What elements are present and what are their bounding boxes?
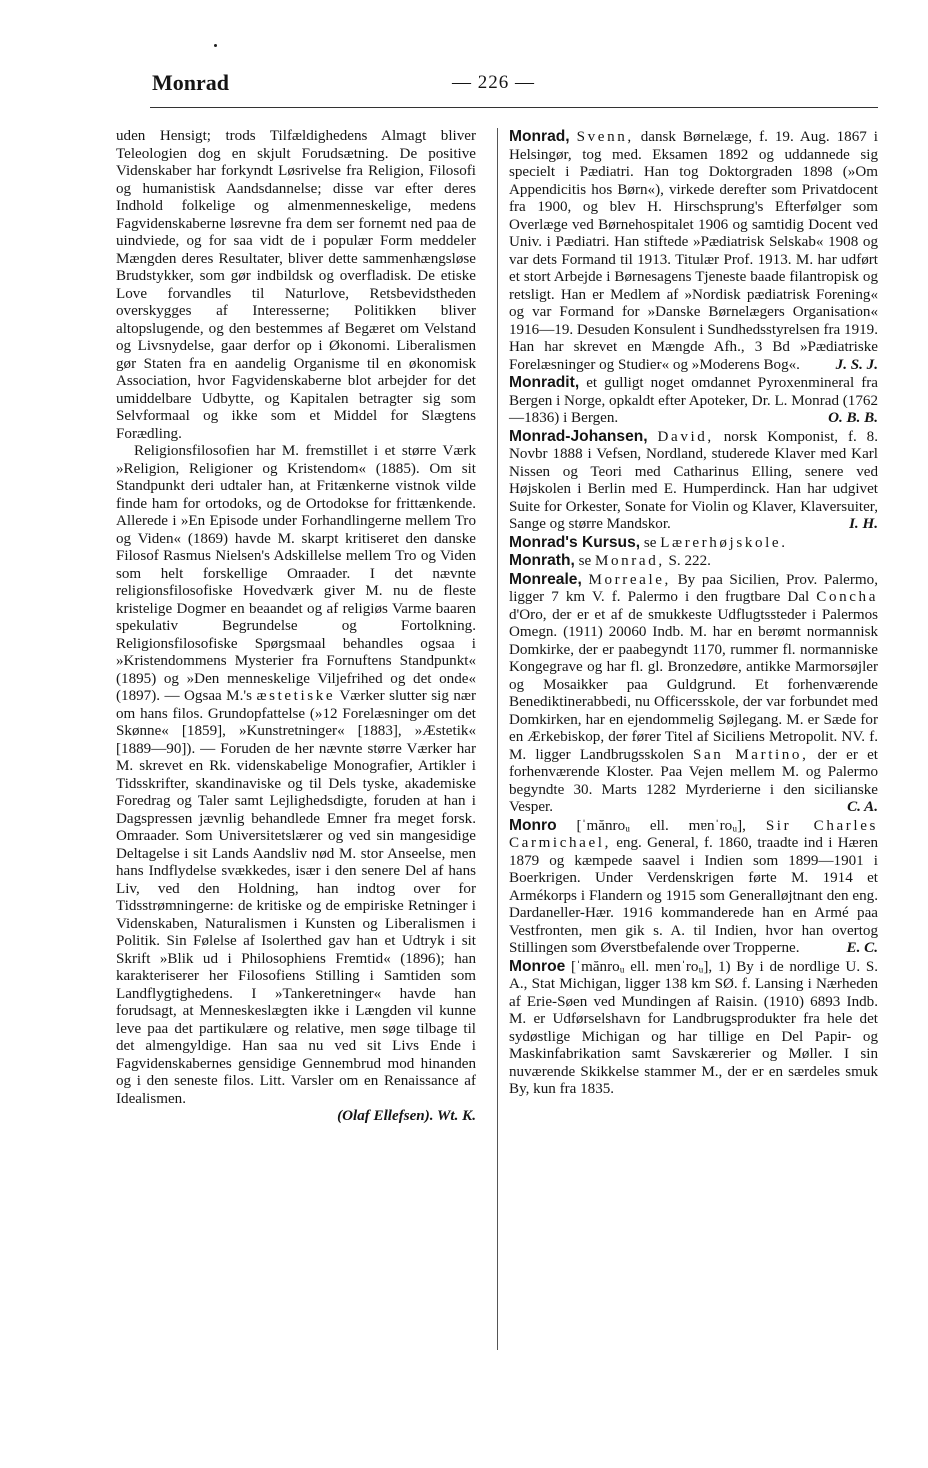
entry-monrads-kursus: [509, 534, 878, 553]
entry-text: 1) By i de nordlige U. S. A., Stat Michigan, ligger 138 km SØ. f. Lansing i Nærheden af Erie-Søen ved Mundingen af Raisin. (1910) 6893 Indb. M. er Udførselshavn for Landbrugsprodukter fra hele det sydøstlige Michigan og har tillige en Del Papir- og Maskinfabrikation samt Savskærerier og Møller. I sin nuværende Skikkelse stammer M., der er en særdeles smuk By, kun fra 1835.: [509, 958, 878, 1097]
left-column: [116, 128, 476, 1126]
see-label: se: [643, 534, 657, 551]
pronunciation: [ˈmănroᵤ ell. mɐnˈroᵤ],: [571, 958, 713, 975]
entry-text: norsk Komponist, f. 8. Novbr 1888 i Vefsen, Nordland, studerede Klaver med Karl Nissen og Teori med Catharinus Elling, senere ved Højskolen i Berlin med E. Humperdinck. Han har udgivet Suite for Orkester, Sonate for Violin og Klaver, Klaversuiter, Sange og større Mandskor.: [509, 428, 878, 532]
paragraph-text: Værker slutter sig nær om hans filos. Grundopfattelse (»12 Forelæsninger om det Skønne« [1859], »Kunstretninger« [1883], »Æstetik« [1889—90]). — Foruden de her nævnte større Værker har M. skrevet en Rk. videnskabelige Monografier, Artikler i Tidsskrifter, skandinaviske og til Dels tyske, akademiske Foredrag og Taler samt Lejlighedsdigte, foruden at han i Dagspressen jævnlig behandlede Emner fra meget forsk. Omraader. Som Universitetslærer og ved sin mangesidige Deltagelse i sit Lands Aandsliv nød M. stor Anseelse, men hans Indflydelse svækkedes, især i den senere Del af hans Liv, ved den Holdning, han indtog over for Tidsstrømningerne: de kritiske og de empiriske Retninger i Videnskaben, Naturalismen i Kunsten og Liberalismen i Politik. Sin Følelse af Isolerthed gav han et Udtryk i sit Skrift »Blik ud i Philosophiens Fremtid« (1896); han karakteriserer her Filosofiens Stilling i Samtiden som Landflygtighedens. I »Tankeretninger« havde han forudsagt, at Menneskeslægten ikke i Længden vil kunne leve paa det partikulære og relative, men søge tilbage til det almengyldige. Han saa nu ved sit Livs Ende i Fagvidenskabernes gensidige Gennembrud mod hinanden og i den seneste filos. Litt. Varsler om en Renaissance af Idealismen.: [116, 688, 476, 1107]
running-head: Monrad: [152, 70, 229, 95]
entry-text: et gulligt noget omdannet Pyroxenmineral fra Bergen i Norge, opkaldt efter Apoteker, Dr. L. Monrad (1762—1836) i Bergen.: [509, 375, 879, 426]
cross-reference: Monrad,: [594, 553, 665, 569]
headword: Monreale,: [509, 570, 582, 588]
entry-signature: E. C.: [846, 940, 878, 956]
person-name: David,: [657, 428, 714, 445]
spaced-term: San Martino,: [693, 746, 809, 763]
entry-monrad: [509, 128, 878, 374]
paragraph-text: Religionsfilosofien har M. fremstillet i et større Værk »Religion, Religioner og Kristendom« (1885). Om sit Standpunkt deri udtaler han, at Fritænkerne vistnok vilde finde ham for ortodoks, og de Ortodokse for frittænkende. Allerede i »En Episode under Forhandlingerne mellem Tro og Viden« (1869) havde M. skarpt kritiseret den danske Filosof Rasmus Nielsen's Adskillelse mellem Tro og Viden som helt forskellige Omraader. I det nævnte religionsfilosofiske Hovedværk giver M. nu de fleste kristelige Dogmer en beaandet og af religiøs Varme baaren spekulativ Begrundelse og Fortolkning. Religionsfilosofiske Spørgsmaal behandles ogsaa i »Kristendommens Mysterier fra Fornuftens Standpunkt« (1895) og »Den menneskelige Viljefrihed og det onde« (1897). — Ogsaa M.'s: [116, 443, 476, 704]
person-name: Sir Charles Carmichael,: [509, 817, 878, 851]
page-header: [152, 70, 878, 104]
headword: Monro: [509, 816, 557, 834]
entry-text: By paa Sicilien, Prov. Palermo, ligger 7 km V. f. Palermo i den frugtbare Dal: [509, 571, 878, 605]
entry-text: der er et forhenværende Kloster. Paa Vejen mellem M. og Palermo begyndte 30. Marts 1282 Myrderierne i den sicilianske Vesper.: [509, 746, 878, 815]
headword: Monrath,: [509, 552, 575, 569]
author-signature: (Olaf Ellefsen). Wt. K.: [337, 1108, 476, 1124]
entry-signature: I. H.: [849, 516, 878, 532]
headword: Monroe: [509, 957, 566, 975]
entry-monrath: [509, 552, 878, 571]
entry-signature: C. A.: [847, 799, 878, 815]
pronunciation: [ˈmănroᵤ ell. mɐnˈroᵤ],: [576, 817, 746, 834]
see-label: se: [578, 553, 592, 569]
variant-name: Morreale,: [588, 571, 671, 588]
entry-signature: J. S. J.: [835, 356, 878, 373]
header-rule: [150, 107, 878, 108]
entry-monroe: [509, 958, 878, 1099]
entry-text: S. 222.: [668, 553, 711, 569]
headword: Monrad's Kursus,: [509, 533, 641, 551]
entry-monradit: [509, 374, 878, 428]
spaced-term: Concha: [816, 589, 878, 605]
paragraph: [116, 443, 476, 1108]
cross-reference: Lærerhøjskole.: [660, 534, 788, 551]
page-number: — 226 —: [452, 72, 535, 93]
entry-monrad-johansen: [509, 428, 878, 534]
entry-text: d'Oro, der er et af de smukkeste Udflugtssteder i Palermos Omegn. (1911) 20060 Indb. M. har en berømt normannisk Domkirke, der er paabegyndt 1170, rummer fl. normanniske Kongegrave og har fl. gl. Bronzedøre, antikke Marmorsøjler og Mosaikker paa Guldgrund. Et forhenværende Benediktinerabbedi, nu Officersskole, der var forbundet med Domkirken, har en ejendommelig Søjlegang. M. er Sæde for en Ærkebiskop, der fører Titel af Siciliens Metropolit. NV. f. M. ligger Landbrugsskolen: [509, 606, 878, 763]
entry-signature: O. B. B.: [828, 410, 878, 426]
paragraph: uden Hensigt; trods Tilfældighedens Almagt bliver Teleologien dog en skjult Forudsætning. De positive Videnskaber har forkyndt Løsrivelse fra Religion, Filosofi og humanistisk Aandsdannelse; disse var efter deres Indhold folkelige og almenmenneskelige, medens Fagvidenskaberne løsrevne fra dem ser fornemt ned paa de uindviede, og for saa vidt de i populær Form meddeler Mængden deres Resultater, bliver dette sammenhængsløse Brudstykker, som gør indbildsk og overfladisk. De etiske Love forvandles til Naturlove, Retsbevidstheden overskygges af Interesserne; Politikken bliver altopslugende, og den bestemmes af Begæret om Velstand og Livsnydelse, gaar derfor op i Økonomi. Liberalismen gør Staten fra en aandelig Organisme til en økonomisk Association, hvor Fagvidenskaberne blot arbejder for det umiddelbare Udbytte, og Kapitalen betragter sig som Selvformaal og ikke som et Middel for Slægtens Forædling.: [116, 128, 476, 442]
entry-monreale: [509, 571, 878, 817]
right-column: [509, 128, 878, 1099]
entry-text: dansk Børnelæge, f. 19. Aug. 1867 i Helsingør, tog med. Eksamen 1892 og uddannede sig specielt i Pædiatri. Han tog Doktorgraden 1898 (»Om Appendicitis hos Børn«), virkede derefter som Privatdocent fra 1900, og blev H. Hirschsprung's Efterfølger som Overlæge ved Børnehospitalet 1906 og samtidig Docent ved Univ. i Pædiatri. Han stiftede »Pædiatrisk Selskab« 1908 og var dets Formand til 1913. Titulær Prof. 1913. M. har udført et stort Arbejde i Børnesagens Tjeneste baade filantropisk og retsligt. Han er Medlem af »Nordisk pædiatrisk Forening« og var Formand for »Danske Børnelægers Organisation« 1916—19. Desuden Konsulent i Sundhedsstyrelsen fra 1919. Han har skrevet en Mængde Afh., 3 Bd »Pædiatriske Forelæsninger og Studier« og »Moderens Bog«.: [509, 129, 878, 373]
spaced-term: æstetiske: [256, 688, 336, 704]
headword: Monradit,: [509, 374, 580, 391]
entry-text: eng. General, f. 1860, traadte ind i Hæren 1879 og kæmpede saavel i Indien som 1899—1901 i Boerkrigen. Under Verdenskrigen førte M. 1914 et Armékorps i Flandern og 1915 som Generalløjtnant den eng. Dardaneller-Hær. 1916 kommanderede han en Armé paa Vestfronten, men gik s. A. til Indien, hvor han overtog Stillingen som Øverstbefalende over Tropperne.: [509, 835, 879, 956]
headword: Monrad,: [509, 128, 570, 145]
headword: Monrad-Johansen,: [509, 427, 648, 445]
entry-monro: [509, 817, 878, 958]
stray-dot-mark: [214, 44, 217, 47]
column-separator: [497, 128, 498, 1350]
person-name: Svenn,: [576, 129, 634, 145]
